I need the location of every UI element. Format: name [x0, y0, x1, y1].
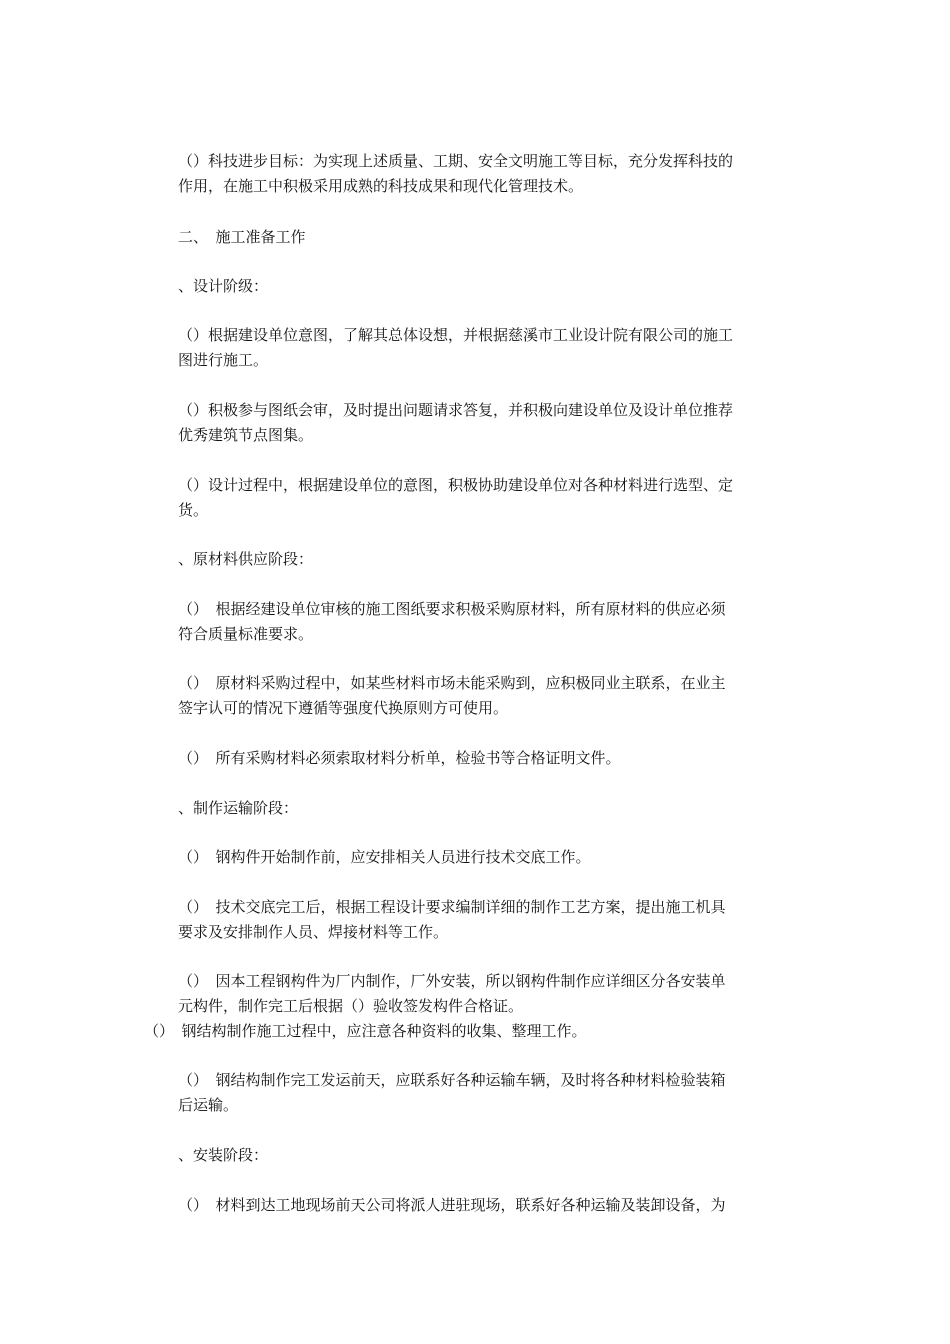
paragraph — [144, 1193, 843, 1218]
text-line: 后运输。 — [178, 1096, 239, 1114]
text-line: 货。 — [178, 501, 209, 519]
text-line: （） 钢构件开始制作前，应安排相关人员进行技术交底工作。 — [178, 848, 591, 866]
text-line: 、制作运输阶段： — [178, 799, 299, 817]
subheading-installation — [144, 1143, 843, 1168]
paragraph — [144, 845, 843, 870]
text-line: （） 因本工程钢构件为厂内制作，厂外安装，所以钢构件制作应详细区分各安装单 — [178, 972, 726, 990]
paragraph — [144, 969, 843, 1019]
text-line: 、安装阶段： — [178, 1146, 269, 1164]
text-line: （） 根据经建设单位审核的施工图纸要求积极采购原材料，所有原材料的供应必须 — [178, 600, 726, 618]
text-line: 符合质量标准要求。 — [178, 625, 314, 643]
text-line: （） 原材料采购过程中，如某些材料市场未能采购到，应积极同业主联系，在业主 — [178, 674, 726, 692]
subheading-fabrication — [144, 796, 843, 821]
paragraph — [144, 746, 843, 771]
text-line: 签字认可的情况下遵循等强度代换原则方可使用。 — [178, 699, 509, 717]
paragraph-tech-goal — [144, 149, 843, 199]
text-line: 要求及安排制作人员、焊接材料等工作。 — [178, 923, 449, 941]
text-line: （） 钢结构制作施工过程中，应注意各种资料的收集、整理工作。 — [144, 1022, 587, 1040]
text-line: （）积极参与图纸会审，及时提出问题请求答复，并积极向建设单位及设计单位推荐 — [178, 401, 734, 419]
paragraph — [144, 597, 843, 647]
text-line: （） 材料到达工地现场前天公司将派人进驻现场，联系好各种运输及装卸设备，为 — [178, 1196, 726, 1214]
text-line: （） 所有采购材料必须索取材料分析单，检验书等合格证明文件。 — [178, 749, 621, 767]
paragraph — [144, 671, 843, 721]
text-line: 、设计阶级： — [178, 277, 269, 295]
text-line: 图进行施工。 — [178, 351, 269, 369]
text-line: （） 技术交底完工后，根据工程设计要求编制详细的制作工艺方案，提出施工机具 — [178, 898, 726, 916]
paragraph — [144, 323, 843, 373]
text-line: （）设计过程中，根据建设单位的意图，积极协助建设单位对各种材料进行选型、定 — [178, 476, 734, 494]
text-line: （） 钢结构制作完工发运前天，应联系好各种运输车辆，及时将各种材料检验装箱 — [178, 1071, 726, 1089]
paragraph — [144, 1068, 843, 1118]
text-line: （）根据建设单位意图，了解其总体设想，并根据慈溪市工业设计院有限公司的施工 — [178, 326, 734, 344]
text-line: 二、 施工准备工作 — [178, 228, 306, 246]
subheading-materials — [144, 547, 843, 572]
paragraph — [144, 895, 843, 945]
paragraph-unindented — [144, 1019, 809, 1044]
paragraph — [144, 398, 843, 448]
text-line: 、原材料供应阶段： — [178, 550, 314, 568]
paragraph — [144, 473, 843, 523]
text-line: 作用，在施工中积极采用成熟的科技成果和现代化管理技术。 — [178, 177, 584, 195]
section-heading-prep — [144, 225, 843, 250]
text-line: 元构件，制作完工后根据（）验收签发构件合格证。 — [178, 997, 524, 1015]
subheading-design — [144, 274, 843, 299]
text-line: （）科技进步目标：为实现上述质量、工期、安全文明施工等目标，充分发挥科技的 — [178, 152, 734, 170]
text-line: 优秀建筑节点图集。 — [178, 426, 314, 444]
